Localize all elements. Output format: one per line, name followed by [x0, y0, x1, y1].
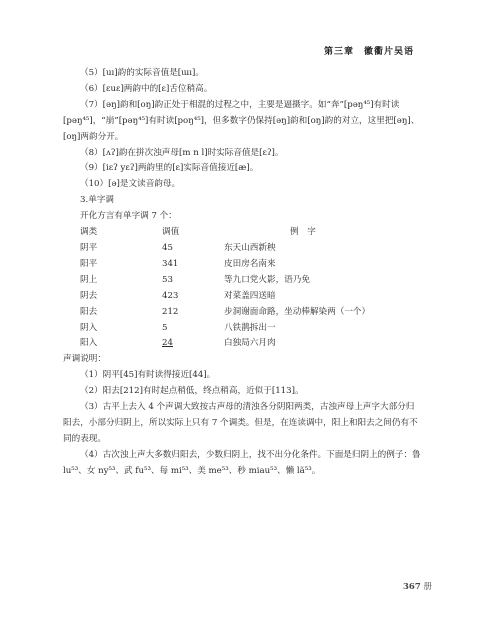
table-row [80, 336, 423, 352]
note-line: （9）[iɛʔ yɛʔ]两韵里的[ɛ]实际音值接近[æ]。 [80, 163, 259, 174]
note-line: （5）[uı]韵的实际音值是[ɯı]。 [80, 68, 204, 78]
table-header-cell: 调值 [162, 227, 180, 238]
running-header: 第三章 徽衢片吴语 [323, 47, 414, 57]
table-row [80, 289, 423, 305]
tone-value: 423 [162, 290, 179, 301]
tone-value-underlined: 24 [162, 338, 173, 349]
tone-category: 阴入 [80, 322, 98, 333]
tone-value: 212 [162, 306, 179, 317]
table-header-cell: 例 字 [290, 227, 316, 238]
tone-value: 53 [162, 274, 173, 285]
page-number: 367 [403, 582, 421, 592]
note-line: （3）古平上去入 4 个声调大致按古声母的清浊各分阴阳两类，古浊声母上声字大部分归 [80, 402, 415, 413]
page-footer [403, 580, 432, 592]
note-line: 同的表现。 [63, 433, 106, 444]
tone-table [63, 225, 423, 352]
tone-value: 45 [162, 242, 173, 253]
table-row [80, 273, 423, 289]
note-line: （7）[əŋ]韵和[oŋ]韵正处于相混的过程之中，主要是逼摄字。如“奔”[pəŋ⁴⁵]有时读 [80, 99, 400, 110]
note-line: [oŋ]两韵分开。 [63, 131, 124, 142]
page-body [63, 66, 423, 480]
example-chars: 白独局六月肉 [224, 338, 276, 349]
tone-category: 阳平 [80, 258, 98, 269]
table-row [80, 257, 423, 273]
table-row [80, 305, 423, 321]
table-row [80, 321, 423, 337]
tone-value: 341 [162, 258, 179, 269]
example-chars: 皮田房名南来 [224, 258, 276, 269]
example-chars: 东天山西新秧 [224, 242, 276, 253]
note-line: 阳去，小部分归阴上，所以实际上只有 7 个调类。但是，在连读调中，阳上和阳去之间仍有不 [63, 417, 418, 428]
tone-category: 阴上 [80, 274, 98, 285]
note-line: （10）[ə]是文读音韵母。 [80, 179, 181, 190]
example-chars: 等九口党火影，语乃免 [224, 274, 310, 285]
example-chars: 步洞谢面命路，坐动棒解染两（一个） [224, 306, 371, 317]
note-line: （2）阳去[212]有时起点稍低，终点稍高，近似于[113]。 [80, 386, 304, 397]
note-line: [pəŋ⁴⁵]，“崩”[pəŋ⁴⁵]有时读[poŋ⁴⁵]，但多数字仍保持[əŋ]韵和[oŋ]韵的对立，这里把[əŋ]、 [63, 115, 420, 126]
tone-category: 阳去 [80, 306, 98, 317]
tone-category: 阳入 [80, 338, 98, 349]
table-header-cell: 调类 [80, 227, 98, 238]
section-intro: 开化方言有单字调 7 个： [80, 211, 177, 222]
tone-category: 阴平 [80, 242, 98, 253]
note-line: （1）阴平[45]有时读得接近[44]。 [80, 370, 216, 381]
example-chars: 对菜盖四送暗 [224, 290, 276, 301]
note-line: （8）[ʌʔ]韵在拼次浊声母[m n l]时实际音值是[ɛʔ]。 [80, 147, 284, 158]
tone-value: 5 [162, 322, 168, 333]
table-header-row [80, 225, 423, 241]
note-line: lu⁵³、女 ny⁵³、武 fu⁵³、每 mi⁵³、美 me⁵³、秒 miau⁵³、懒 lã⁵³。 [63, 465, 321, 476]
example-chars: 八铁鹊拆出一 [224, 322, 276, 333]
section-heading: 3.单字调 [80, 195, 114, 206]
tone-category: 阴去 [80, 290, 98, 301]
note-line: （4）古次浊上声大多数归阳去，少数归阴上，找不出分化条件。下面是归阴上的例子：鲁 [80, 449, 421, 460]
table-row [80, 241, 423, 257]
note-line: （6）[ɛuɛ]两韵中的[ɛ]舌位稍高。 [80, 83, 213, 94]
footer-mark: 册 [423, 582, 432, 592]
tone-value [162, 336, 224, 352]
notes-title: 声调说明： [63, 354, 106, 365]
